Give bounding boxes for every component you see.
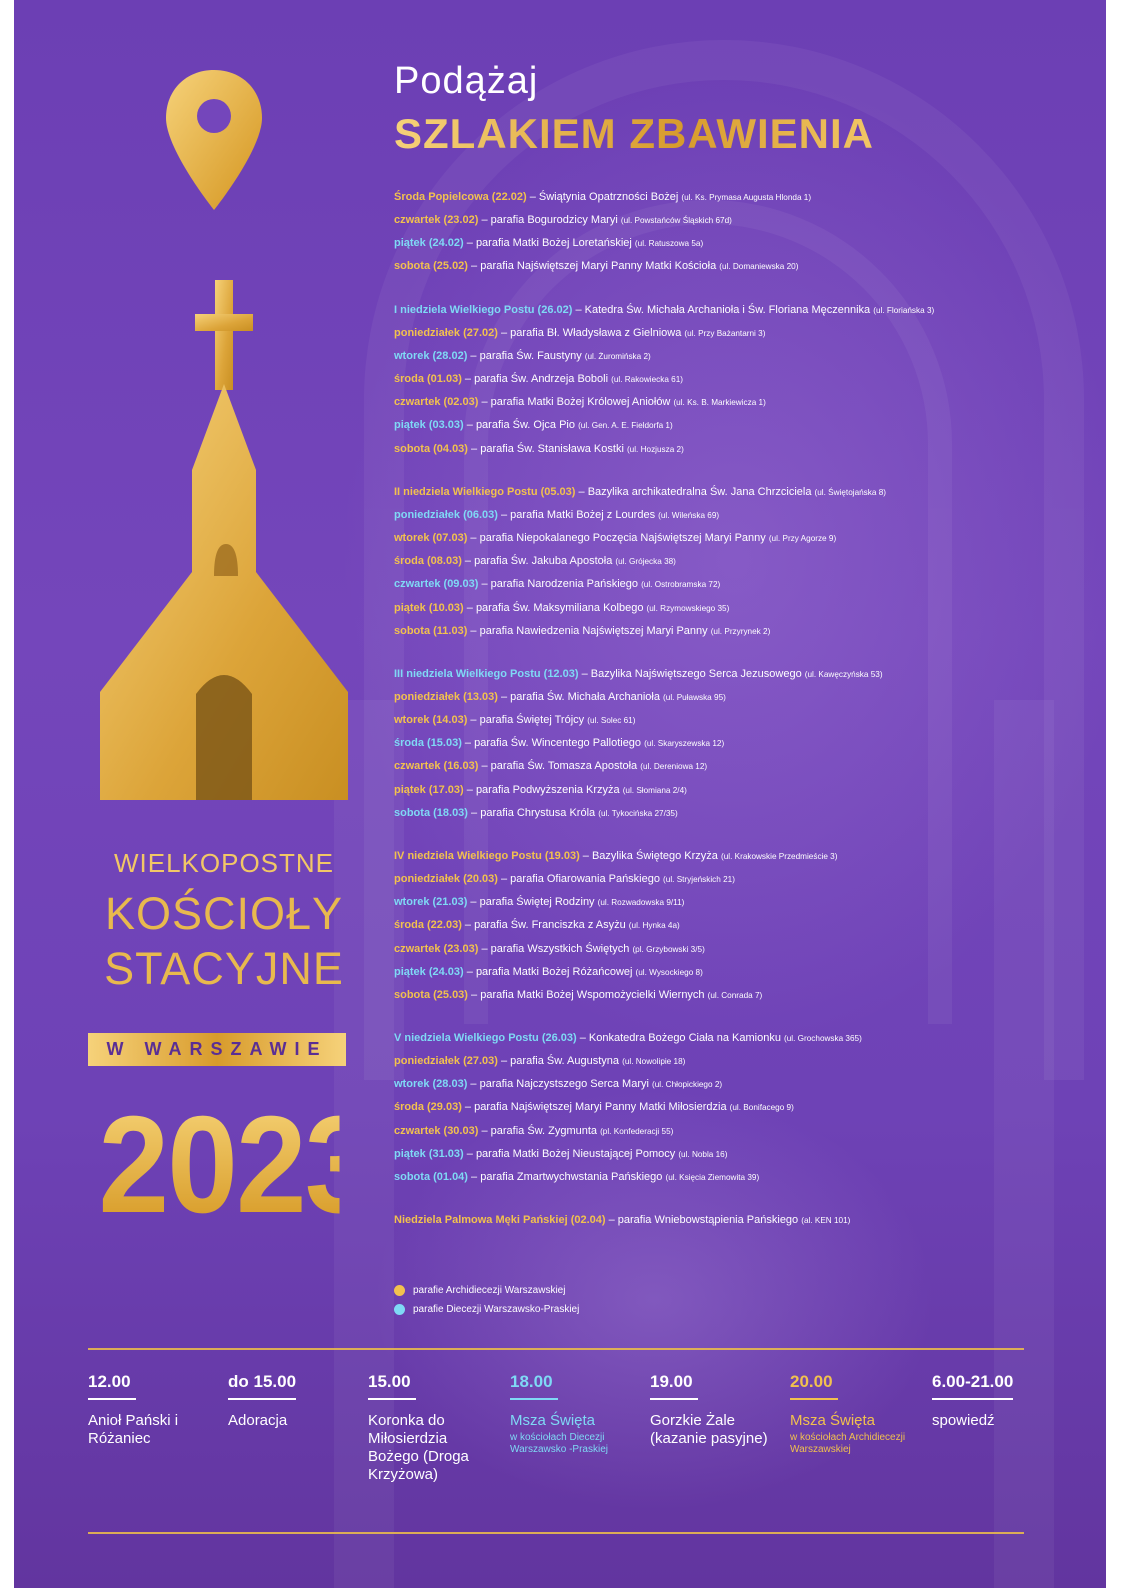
schedule-row [394, 914, 1099, 937]
station-date: sobota (04.03) [394, 442, 468, 455]
station-address: (ul. Grójecka 38) [615, 557, 676, 567]
separator: – [463, 419, 476, 432]
separator: – [467, 1170, 481, 1183]
station-date: czwartek (09.03) [394, 578, 479, 591]
station-date: czwartek (30.03) [394, 1124, 479, 1137]
separator: – [497, 873, 511, 886]
station-date: III niedziela Wielkiego Postu (12.03) [394, 667, 579, 680]
schedule-row [394, 597, 1099, 620]
station-date: czwartek (02.03) [394, 396, 479, 409]
station-church: parafia Św. Stanisława Kostki [480, 442, 624, 455]
schedule-row [394, 1166, 1099, 1189]
schedule-slot [368, 1372, 488, 1484]
schedule-row [394, 755, 1099, 778]
schedule-row [394, 322, 1099, 345]
separator: – [467, 532, 480, 545]
poster [14, 0, 1106, 1588]
station-date: II niedziela Wielkiego Postu (05.03) [394, 485, 576, 498]
station-church: parafia Podwyższenia Krzyża [475, 783, 620, 796]
station-church: Świątynia Opatrzności Bożej [538, 191, 679, 203]
schedule-week [394, 186, 1099, 279]
station-date: piątek (24.03) [394, 965, 464, 978]
station-date: środa (29.03) [394, 1101, 462, 1114]
separator: – [467, 442, 481, 455]
schedule-row [394, 1096, 1099, 1119]
separator: – [463, 237, 476, 250]
station-address: (ul. Wysockiego 8) [635, 967, 703, 977]
schedule-row [394, 1073, 1099, 1096]
station-date: wtorek (07.03) [394, 532, 468, 545]
station-date: Środa Popielcowa (22.02) [394, 191, 527, 203]
schedule-row [394, 368, 1099, 391]
station-date: środa (15.03) [394, 737, 462, 750]
separator: – [463, 965, 476, 978]
separator: – [467, 988, 481, 1001]
schedule-row [394, 961, 1099, 984]
schedule-row [394, 779, 1099, 802]
separator: – [572, 303, 585, 316]
schedule-row [394, 414, 1099, 437]
station-address: (ul. Ostrobramska 72) [641, 580, 721, 590]
schedule-week [394, 299, 1099, 461]
station-address: (ul. Stryjeńskich 21) [663, 875, 735, 885]
station-address: (ul. Nowolipie 18) [622, 1057, 686, 1067]
station-date: poniedziałek (13.03) [394, 690, 498, 703]
station-church: parafia Wniebowstąpienia Pańskiego [617, 1214, 799, 1227]
station-address: (pl. Konfederacji 55) [600, 1126, 674, 1136]
station-address: (ul. Solec 61) [587, 716, 636, 726]
separator: – [461, 919, 475, 932]
title-koscioly-stacyjne [100, 886, 348, 996]
title-wielkopostne: WIELKOPOSTNE [113, 848, 335, 878]
station-date: poniedziałek (27.03) [394, 1055, 498, 1068]
schedule-row [394, 1143, 1099, 1166]
schedule-slot [932, 1372, 1052, 1430]
separator: – [467, 260, 481, 273]
station-church: Bazylika Świętego Krzyża [591, 849, 718, 862]
station-date: środa (08.03) [394, 555, 462, 568]
slot-time: do 15.00 [228, 1372, 296, 1400]
schedule-slot [650, 1372, 770, 1448]
station-date: sobota (01.04) [394, 1170, 468, 1183]
schedule-row [394, 391, 1099, 414]
slot-label: Msza Święta [790, 1412, 876, 1429]
schedule-row [394, 709, 1099, 732]
station-address: (ul. Rozwadowska 9/11) [597, 898, 685, 908]
station-address: (ul. Powstańców Śląskich 67d) [620, 216, 732, 226]
legend-dot-icon [394, 1304, 405, 1315]
schedule-row [394, 1120, 1099, 1143]
separator: – [463, 1147, 476, 1160]
station-address: (pl. Grzybowski 3/5) [632, 944, 705, 954]
station-address: (ul. Ratuszowa 5a) [634, 239, 704, 249]
separator: – [461, 373, 475, 386]
banner-w-warszawie: W WARSZAWIE [88, 1033, 346, 1066]
separator: – [497, 326, 511, 339]
station-church: parafia Świętej Trójcy [479, 714, 585, 727]
station-church: Bazylika archikatedralna Św. Jana Chrzciciela [587, 485, 812, 498]
slot-label: Gorzkie Żale (kazanie pasyjne) [650, 1412, 768, 1447]
schedule-row [394, 845, 1099, 868]
station-address: (ul. Conrada 7) [707, 990, 763, 1000]
divider-bottom [88, 1532, 1024, 1534]
station-date: Niedziela Palmowa Męki Pańskiej (02.04) [394, 1214, 606, 1227]
schedule-row [394, 550, 1099, 573]
schedule-slot [88, 1372, 208, 1448]
title-koscioly: KOŚCIOŁY [104, 888, 344, 939]
station-address: (ul. Rakowiecka 61) [611, 375, 683, 385]
schedule-week [394, 1027, 1099, 1189]
station-address: (ul. Dereniowa 12) [640, 762, 708, 772]
station-schedule [394, 186, 1099, 1252]
station-church: parafia Św. Wincentego Pallotiego [474, 737, 642, 750]
station-date: sobota (25.03) [394, 988, 468, 1001]
station-address: (ul. Hozjusza 2) [626, 444, 684, 454]
schedule-row [394, 438, 1099, 461]
schedule-row [394, 186, 1099, 209]
separator: – [497, 690, 511, 703]
station-church: Konkatedra Bożego Ciała na Kamionku [588, 1032, 781, 1044]
station-address: (ul. Kawęczyńska 53) [804, 669, 883, 679]
slot-time: 19.00 [650, 1372, 698, 1400]
title-stacyjne: STACYJNE [104, 943, 344, 994]
separator: – [467, 714, 480, 727]
station-date: wtorek (21.03) [394, 896, 468, 909]
schedule-row [394, 299, 1099, 322]
station-church: parafia Matki Bożej Nieustającej Pomocy [475, 1147, 676, 1160]
station-church: parafia Chrystusa Króla [480, 806, 596, 819]
separator: – [461, 555, 475, 568]
separator: – [579, 849, 592, 862]
station-date: poniedziałek (20.03) [394, 873, 498, 886]
station-date: środa (22.03) [394, 919, 462, 932]
schedule-slot [228, 1372, 348, 1430]
schedule-row [394, 527, 1099, 550]
station-church: parafia Św. Tomasza Apostoła [490, 760, 638, 773]
schedule-row [394, 209, 1099, 232]
schedule-row [394, 802, 1099, 825]
separator: – [463, 601, 476, 614]
station-address: (ul. Przy Agorze 9) [768, 534, 837, 544]
station-church: parafia Matki Bożej Wspomożycielki Wiernych [480, 988, 705, 1001]
station-address: (ul. Przyrynek 2) [710, 626, 771, 636]
station-date: czwartek (23.02) [394, 214, 479, 227]
station-address: (ul. Krakowskie Przedmieście 3) [720, 851, 838, 861]
station-date: piątek (31.03) [394, 1147, 464, 1160]
separator: – [467, 896, 480, 909]
schedule-row [394, 504, 1099, 527]
schedule-week [394, 845, 1099, 1007]
station-address: (ul. Puławska 95) [663, 692, 726, 702]
separator: – [478, 214, 491, 227]
separator: – [478, 396, 491, 409]
schedule-slot [790, 1372, 910, 1456]
schedule-row [394, 232, 1099, 255]
legend-dot-icon [394, 1285, 405, 1296]
header-title: SZLAKIEM ZBAWIENIA [394, 110, 874, 157]
station-date: piątek (17.03) [394, 783, 464, 796]
station-church: parafia Niepokalanego Poczęcia Najświętszej Maryi Panny [479, 532, 766, 545]
schedule-row [394, 984, 1099, 1007]
church-icon [100, 280, 348, 800]
slot-label: Koronka do Miłosierdzia Bożego (Droga Krzyżowa) [368, 1412, 469, 1483]
separator: – [467, 1078, 480, 1091]
station-date: piątek (10.03) [394, 601, 464, 614]
legend-label: parafie Archidiecezji Warszawskiej [413, 1285, 566, 1296]
station-date: czwartek (23.03) [394, 942, 479, 955]
schedule-row [394, 1027, 1099, 1050]
divider-top [88, 1348, 1024, 1350]
station-date: V niedziela Wielkiego Postu (26.03) [394, 1032, 577, 1044]
station-church: Bazylika Najświętszego Serca Jezusowego [590, 667, 802, 680]
station-address: (ul. Wileńska 69) [658, 510, 720, 520]
station-address: (ul. Świętojańska 8) [814, 487, 886, 497]
slot-time: 20.00 [790, 1372, 838, 1400]
station-address: (ul. Hynka 4a) [628, 921, 680, 931]
station-address: (ul. Nobla 16) [678, 1149, 728, 1159]
schedule-row [394, 481, 1099, 504]
header-line1: Podążaj [394, 60, 539, 102]
slot-note: w kościołach Archidiecezji Warszawskiej [790, 1432, 906, 1455]
station-church: parafia Matki Bożej Różańcowej [475, 965, 633, 978]
station-church: parafia Najświętszej Maryi Panny Matki Kościoła [480, 260, 717, 273]
station-church: parafia Św. Augustyna [510, 1055, 620, 1068]
station-date: sobota (25.02) [394, 260, 468, 273]
station-address: (ul. Floriańska 3) [873, 305, 935, 315]
station-church: parafia Św. Ojca Pio [475, 419, 575, 432]
station-date: poniedziałek (06.03) [394, 508, 498, 521]
schedule-row [394, 732, 1099, 755]
station-church: Katedra Św. Michała Archanioła i Św. Floriana Męczennika [584, 303, 871, 316]
station-date: środa (01.03) [394, 373, 462, 386]
station-address: (al. KEN 101) [801, 1216, 851, 1226]
slot-label: Adoracja [228, 1412, 288, 1429]
station-church: parafia Najświętszej Maryi Panny Matki Miłosierdzia [474, 1101, 727, 1114]
separator: – [478, 760, 491, 773]
station-address: (ul. Księcia Ziemowita 39) [665, 1172, 760, 1182]
station-address: (ul. Słomiana 2/4) [622, 785, 687, 795]
station-address: (ul. Gen. A. E. Fieldorfa 1) [578, 421, 673, 431]
year: 2023 [98, 1088, 374, 1242]
separator: – [467, 349, 480, 362]
slot-time: 6.00-21.00 [932, 1372, 1013, 1400]
station-date: IV niedziela Wielkiego Postu (19.03) [394, 849, 580, 862]
station-church: parafia Matki Bożej z Lourdes [510, 508, 656, 521]
schedule-week [394, 663, 1099, 825]
schedule-row [394, 938, 1099, 961]
station-date: sobota (18.03) [394, 806, 468, 819]
separator: – [461, 737, 475, 750]
station-church: parafia Wszystkich Świętych [490, 942, 630, 955]
station-date: czwartek (16.03) [394, 760, 479, 773]
separator: – [605, 1214, 618, 1227]
slot-label: Anioł Pański i Różaniec [88, 1412, 179, 1447]
station-address: (ul. Ks. Prymasa Augusta Hlonda 1) [681, 193, 812, 202]
schedule-row [394, 620, 1099, 643]
separator: – [526, 191, 539, 203]
legend [394, 1281, 579, 1319]
legend-item [394, 1281, 579, 1300]
separator: – [461, 1101, 475, 1114]
station-address: (ul. Domaniewska 20) [719, 262, 799, 272]
separator: – [578, 667, 591, 680]
station-church: parafia Bogurodzicy Maryi [490, 214, 618, 227]
station-church: parafia Św. Andrzeja Boboli [474, 373, 609, 386]
station-address: (ul. Przy Bażantarni 3) [684, 328, 766, 338]
separator: – [467, 806, 481, 819]
schedule-row [394, 573, 1099, 596]
schedule-row [394, 255, 1099, 278]
station-church: parafia Św. Franciszka z Asyżu [474, 919, 626, 932]
station-date: poniedziałek (27.02) [394, 326, 498, 339]
legend-label: parafie Diecezji Warszawsko-Praskiej [413, 1304, 580, 1315]
station-address: (ul. Tykocińska 27/35) [598, 808, 678, 818]
schedule-slot [510, 1372, 630, 1456]
schedule-row [394, 1209, 1099, 1232]
schedule-row [394, 686, 1099, 709]
station-address: (ul. Skaryszewska 12) [644, 739, 725, 749]
separator: – [467, 624, 480, 637]
separator: – [478, 942, 491, 955]
station-church: parafia Matki Bożej Loretańskiej [475, 237, 632, 250]
station-date: sobota (11.03) [394, 624, 468, 637]
slot-time: 12.00 [88, 1372, 136, 1400]
station-church: parafia Zmartwychwstania Pańskiego [480, 1170, 663, 1183]
separator: – [497, 1055, 511, 1068]
separator: – [576, 1032, 589, 1044]
legend-item [394, 1300, 579, 1319]
station-date: wtorek (28.03) [394, 1078, 468, 1091]
slot-time: 15.00 [368, 1372, 416, 1400]
slot-label: spowiedź [932, 1412, 995, 1429]
station-address: (ul. Chłopickiego 2) [652, 1080, 723, 1090]
station-church: parafia Matki Bożej Królowej Aniołów [490, 396, 671, 409]
schedule-row [394, 345, 1099, 368]
station-date: wtorek (28.02) [394, 349, 468, 362]
slot-time: 18.00 [510, 1372, 558, 1400]
station-church: parafia Św. Zygmunta [490, 1124, 598, 1137]
station-church: parafia Najczystszego Serca Maryi [479, 1078, 649, 1091]
station-date: piątek (03.03) [394, 419, 464, 432]
station-address: (ul. Bonifacego 9) [729, 1103, 794, 1113]
station-church: parafia Świętej Rodziny [479, 896, 595, 909]
separator: – [463, 783, 476, 796]
schedule-row [394, 663, 1099, 686]
station-date: I niedziela Wielkiego Postu (26.02) [394, 303, 573, 316]
station-address: (ul. Żuromińska 2) [584, 351, 651, 361]
station-church: parafia Św. Jakuba Apostoła [474, 555, 613, 568]
schedule-row [394, 1050, 1099, 1073]
separator: – [478, 578, 491, 591]
station-date: wtorek (14.03) [394, 714, 468, 727]
station-church: parafia Św. Faustyny [479, 349, 582, 362]
schedule-week [394, 1209, 1099, 1232]
station-church: parafia Św. Michała Archanioła [510, 690, 660, 703]
station-church: parafia Narodzenia Pańskiego [490, 578, 638, 591]
station-church: parafia Bł. Władysława z Gielniowa [510, 326, 682, 339]
schedule-week [394, 481, 1099, 643]
station-address: (ul. Grochowska 365) [784, 1034, 862, 1043]
map-pin-icon [164, 68, 264, 212]
schedule-row [394, 868, 1099, 891]
separator: – [478, 1124, 491, 1137]
station-date: piątek (24.02) [394, 237, 464, 250]
station-church: parafia Nawiedzenia Najświętszej Maryi Panny [479, 624, 708, 637]
station-address: (ul. Rzymowskiego 35) [646, 603, 730, 613]
separator: – [497, 508, 511, 521]
station-address: (ul. Ks. B. Markiewicza 1) [673, 398, 766, 408]
station-church: parafia Św. Maksymiliana Kolbego [475, 601, 644, 614]
slot-label: Msza Święta [510, 1412, 596, 1429]
slot-note: w kościołach Diecezji Warszawsko -Praskiej [510, 1432, 608, 1455]
schedule-row [394, 891, 1099, 914]
separator: – [575, 485, 588, 498]
station-church: parafia Ofiarowania Pańskiego [510, 873, 660, 886]
